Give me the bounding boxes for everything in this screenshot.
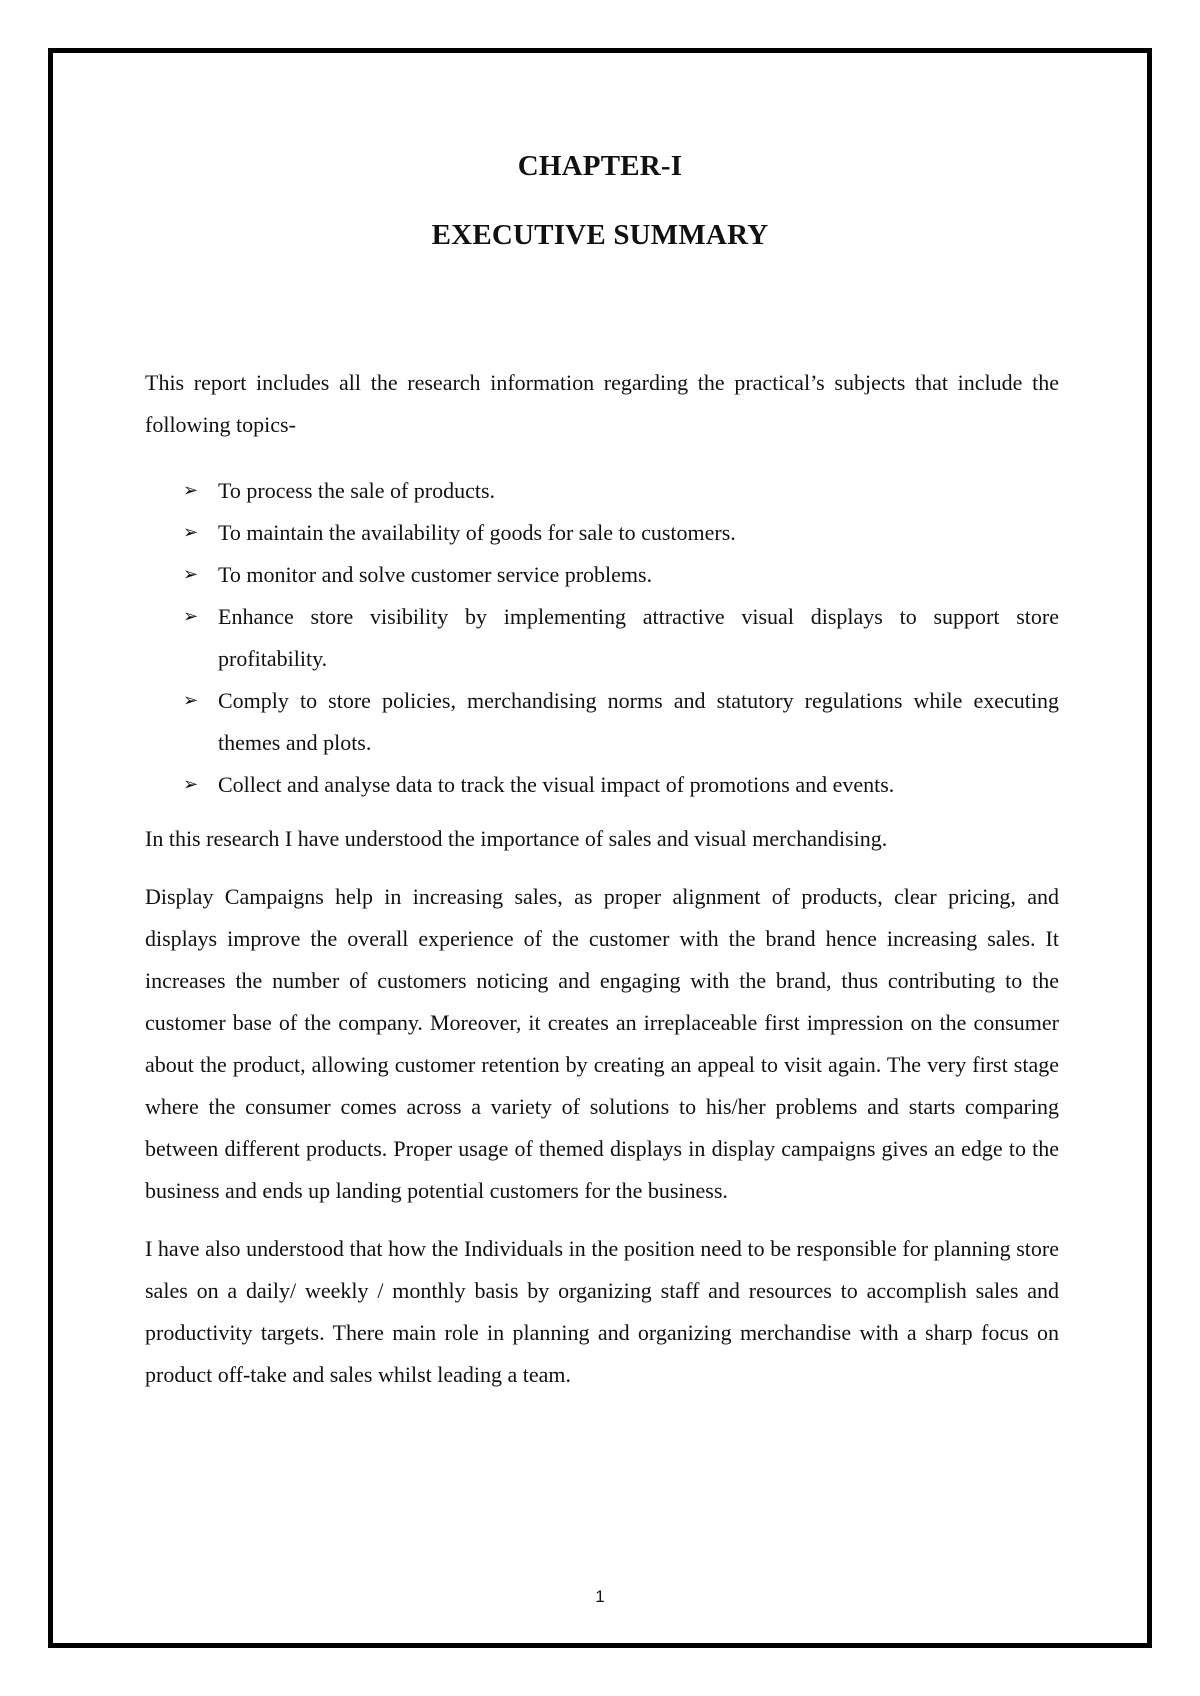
chapter-title: CHAPTER-I [517,150,683,182]
arrowhead-bullet-icon: ➢ [183,690,199,711]
body-content [145,362,1059,1412]
list-item [145,512,1059,554]
body-paragraph: I have also understood that how the Individuals in the position need to be responsible for planning store sales on a daily/ weekly / monthly basis by organizing staff and resources to accomplish sales and productivity targets. There main role in planning and organizing merchandise with a sharp focus on product off-take and sales whilst leading a team. [145,1236,1059,1387]
list-item-text: Enhance store visibility by implementing attractive visual displays to support store profitability. [218,604,1059,671]
arrowhead-bullet-icon: ➢ [183,606,199,627]
list-item [145,554,1059,596]
list-item-text: Collect and analyse data to track the visual impact of promotions and events. [218,772,895,797]
arrowhead-bullet-icon: ➢ [183,774,199,795]
list-item [145,596,1059,680]
body-paragraph: Display Campaigns help in increasing sales, as proper alignment of products, clear pricing, and displays improve the overall experience of the customer with the brand hence increasing sales. It increases the number of customers noticing and engaging with the brand, thus contributing to the customer base of the company. Moreover, it creates an irreplaceable first impression on the consumer about the product, allowing customer retention by creating an appeal to visit again. The very first stage where the consumer comes across a variety of solutions to his/her problems and starts comparing between different products. Proper usage of themed displays in display campaigns gives an edge to the business and ends up landing potential customers for the business. [145,884,1059,1203]
list-item [145,470,1059,512]
arrowhead-bullet-icon: ➢ [183,564,199,585]
page-number: 1 [595,1587,605,1606]
list-item [145,680,1059,764]
list-item-text: To process the sale of products. [218,478,496,503]
arrowhead-bullet-icon: ➢ [183,522,199,543]
topic-list [145,470,1059,806]
intro-paragraph: This report includes all the research information regarding the practical’s subjects that include the following topics- [145,370,1059,437]
body-paragraph: In this research I have understood the importance of sales and visual merchandising. [145,826,888,851]
list-item [145,764,1059,806]
section-title: EXECUTIVE SUMMARY [431,219,769,251]
list-item-text: To maintain the availability of goods for sale to customers. [218,520,736,545]
list-item-text: To monitor and solve customer service problems. [218,562,653,587]
arrowhead-bullet-icon: ➢ [183,480,199,501]
list-item-text: Comply to store policies, merchandising norms and statutory regulations while executing themes and plots. [218,688,1059,755]
